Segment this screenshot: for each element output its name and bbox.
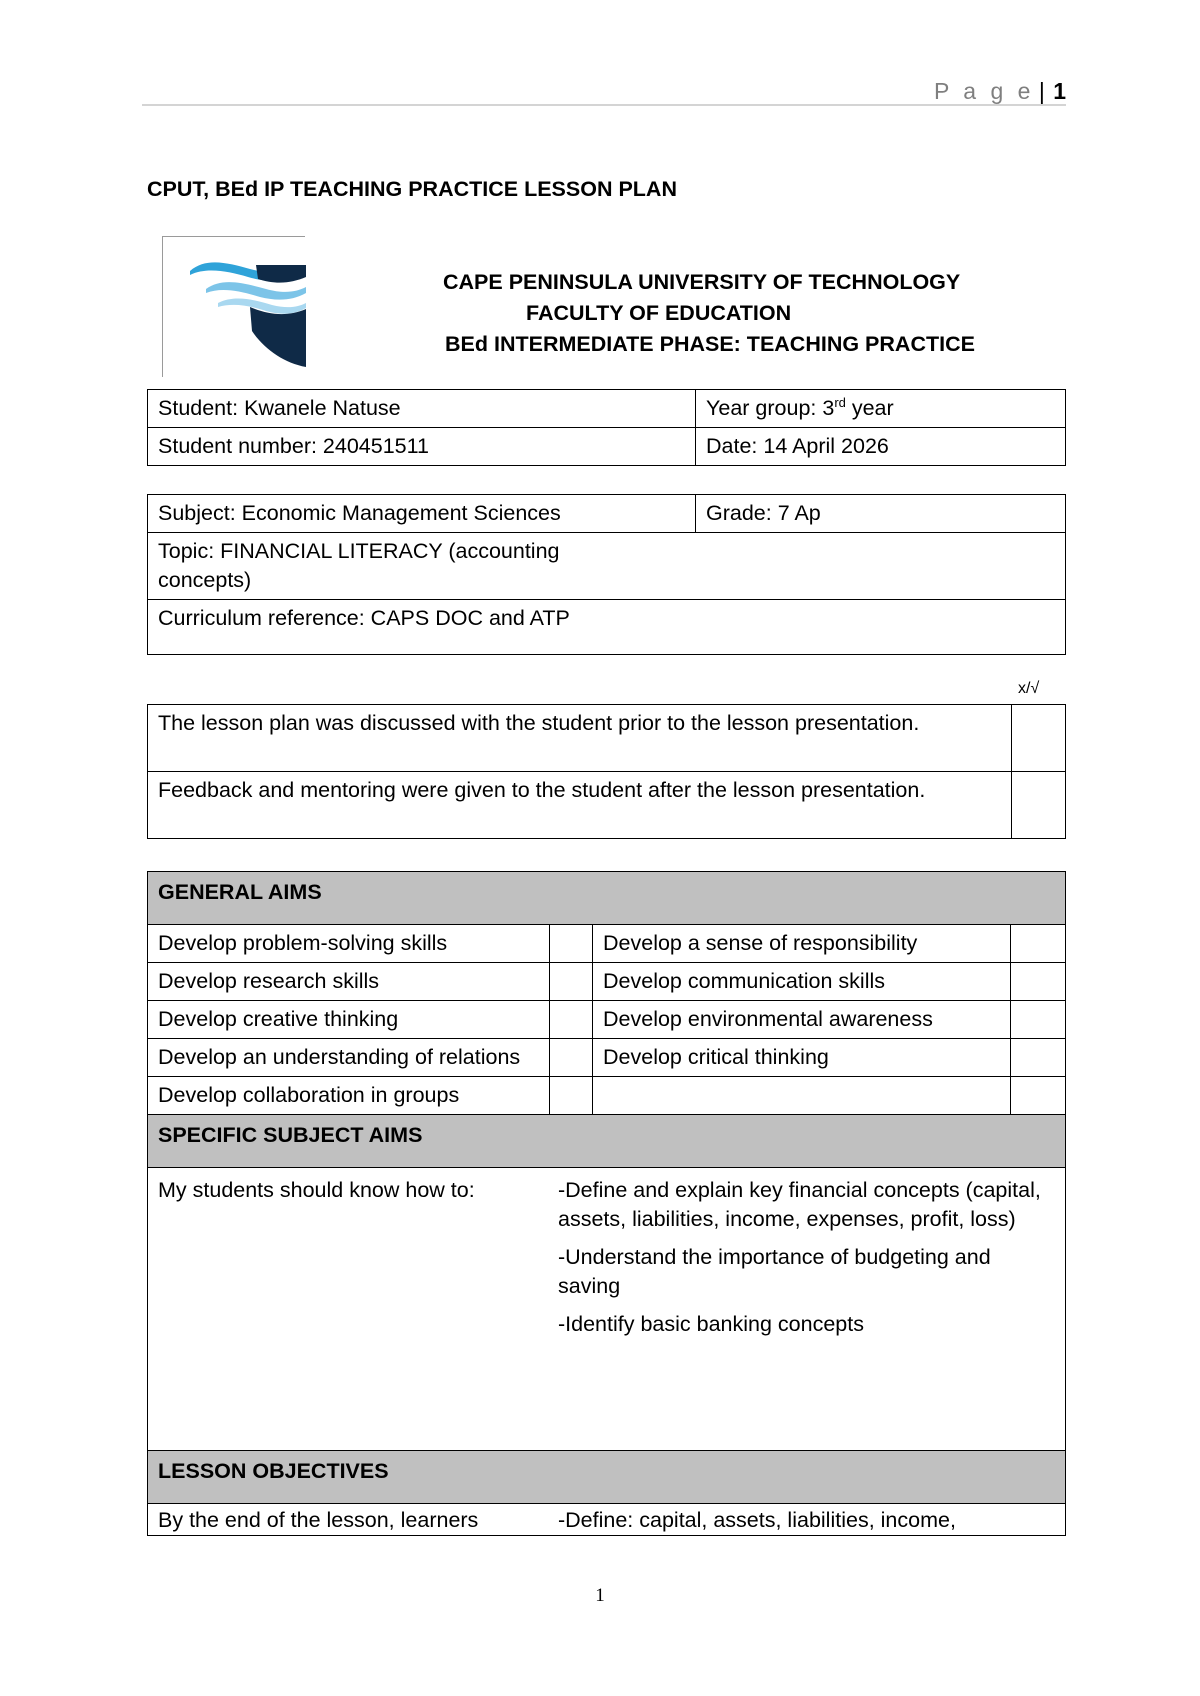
general-aim-tick (1011, 925, 1066, 963)
specific-aim: -Identify basic banking concepts (558, 1312, 864, 1336)
specific-aims-lead: My students should know how to: (158, 1178, 475, 1202)
general-aim: Develop critical thinking (593, 1039, 1011, 1077)
general-aim-tick (1011, 1039, 1066, 1077)
aims-table (147, 871, 1066, 1536)
lesson-objectives-lead: By the end of the lesson, learners (158, 1508, 479, 1532)
specific-aim: -Understand the importance of budgeting and saving (558, 1245, 991, 1298)
topic: Topic: FINANCIAL LITERACY (accounting concepts) (158, 539, 560, 592)
general-aim: Develop collaboration in groups (148, 1077, 550, 1115)
student-info-table (147, 389, 1066, 466)
page-label: P a g e (933, 78, 1035, 104)
lesson-date: Date: 14 April 2026 (696, 428, 1066, 466)
specific-aims-heading: SPECIFIC SUBJECT AIMS (148, 1115, 1066, 1168)
lesson-objective: -Define: capital, assets, liabilities, income, (558, 1508, 956, 1532)
subject: Subject: Economic Management Sciences (148, 495, 696, 533)
general-aim: Develop research skills (148, 963, 550, 1001)
general-aim-tick (550, 925, 593, 963)
general-aim: Develop an understanding of relations (148, 1039, 550, 1077)
general-aim-tick (550, 1001, 593, 1039)
general-aim (593, 1077, 1011, 1115)
institution-block (443, 267, 975, 360)
specific-aims-list (558, 1176, 1055, 1348)
specific-aims-body (148, 1168, 1066, 1451)
checklist-table (147, 704, 1066, 839)
lesson-objectives-body (148, 1504, 1066, 1536)
university-name: CAPE PENINSULA UNIVERSITY OF TECHNOLOGY (443, 270, 961, 294)
general-aim-tick (550, 1039, 593, 1077)
general-aim-tick (1011, 1077, 1066, 1115)
grade: Grade: 7 Ap (696, 495, 1066, 533)
general-aim-tick (1011, 1001, 1066, 1039)
general-aim-tick (550, 963, 593, 1001)
general-aim: Develop creative thinking (148, 1001, 550, 1039)
year-group: Year group: 3rd year (696, 390, 1066, 428)
general-aim: Develop environmental awareness (593, 1001, 1011, 1039)
general-aim: Develop problem-solving skills (148, 925, 550, 963)
programme-name: BEd INTERMEDIATE PHASE: TEACHING PRACTICE (445, 332, 975, 356)
tick-column-header: x/√ (1018, 680, 1040, 697)
student-name: Student: Kwanele Natuse (148, 390, 696, 428)
checklist-tick-cell (1012, 705, 1066, 772)
checklist-tick-cell (1012, 772, 1066, 839)
lesson-objectives-heading: LESSON OBJECTIVES (148, 1451, 1066, 1504)
curriculum-reference: Curriculum reference: CAPS DOC and ATP (148, 600, 1066, 655)
general-aim: Develop communication skills (593, 963, 1011, 1001)
general-aim: Develop a sense of responsibility (593, 925, 1011, 963)
faculty-name: FACULTY OF EDUCATION (526, 301, 792, 325)
page-separator: | (1038, 78, 1045, 104)
general-aims-heading: GENERAL AIMS (148, 872, 1066, 925)
page-header (142, 78, 1066, 106)
document-title: CPUT, BEd IP TEACHING PRACTICE LESSON PLAN (147, 177, 677, 201)
student-number: Student number: 240451511 (148, 428, 696, 466)
footer-page-number: 1 (595, 1585, 605, 1606)
logo-frame (162, 236, 305, 377)
checklist-item: The lesson plan was discussed with the student prior to the lesson presentation. (148, 705, 1012, 772)
general-aim-tick (1011, 963, 1066, 1001)
checklist-item: Feedback and mentoring were given to the student after the lesson presentation. (148, 772, 1012, 839)
cput-logo-icon (188, 259, 308, 371)
page-number-indicator (934, 78, 1066, 105)
general-aim-tick (550, 1077, 593, 1115)
lesson-info-table (147, 494, 1066, 655)
page-number: 1 (1053, 78, 1066, 104)
topic-cell (148, 533, 1066, 600)
specific-aim: -Define and explain key financial concepts (capital, assets, liabilities, income, expenses, profit, loss) (558, 1178, 1041, 1231)
